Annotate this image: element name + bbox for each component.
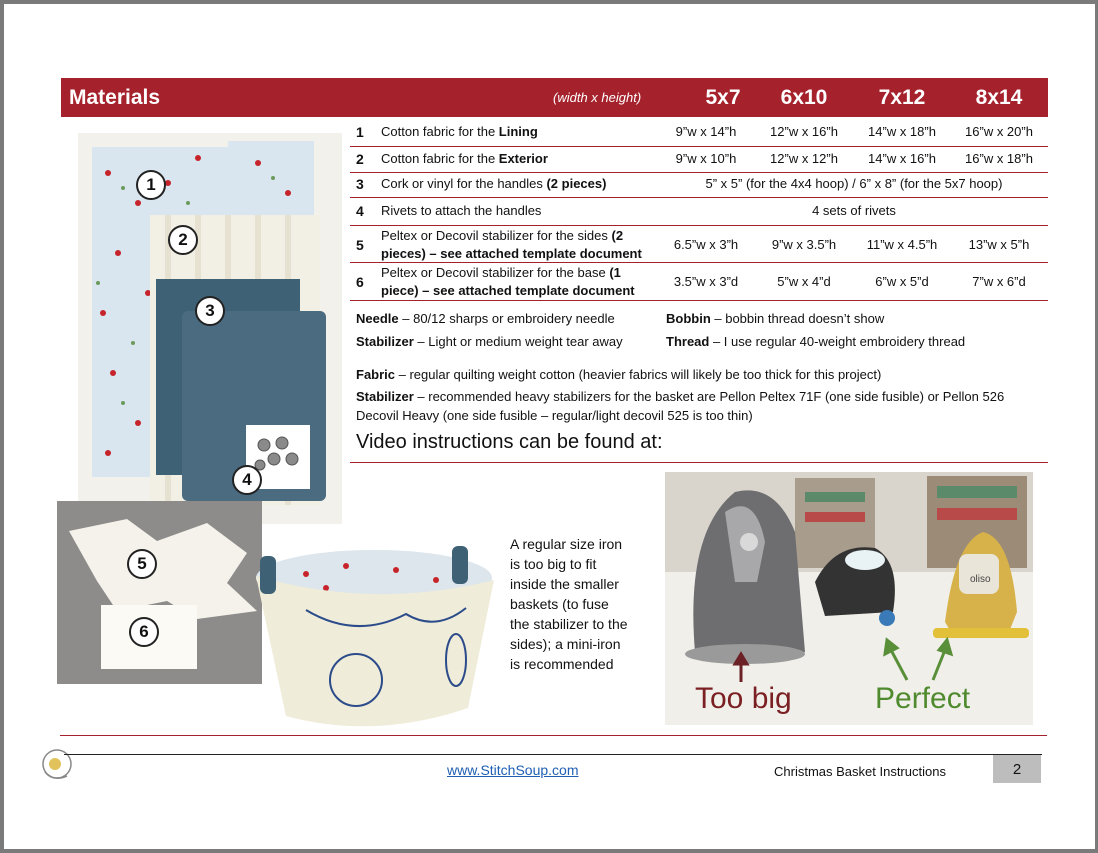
row-divider — [350, 197, 1048, 198]
stabilizer-note: Stabilizer – Light or medium weight tear away — [356, 334, 623, 349]
row-number: 4 — [356, 203, 364, 219]
size-col-8x14: 8x14 — [975, 86, 1023, 109]
row-number: 2 — [356, 151, 364, 167]
row-number: 3 — [356, 176, 364, 192]
cell-7x12: 6”w x 5”d — [875, 274, 929, 289]
cell-8x14: 16”w x 18”h — [965, 151, 1033, 166]
row-divider — [350, 146, 1048, 147]
footer-line — [64, 754, 1042, 755]
row-divider — [350, 300, 1048, 301]
video-heading: Video instructions can be found at: — [356, 431, 663, 453]
header-subtitle: (width x height) — [553, 90, 642, 105]
cell-6x10: 5”w x 4”d — [777, 274, 831, 289]
heavy-stabilizer-note: Stabilizer – recommended heavy stabilizers for the basket are Pellon Peltex 71F (one side fusible) or Pellon 526 Decovil Heavy (one side fusible – regular/light decovil 525 is too thin) — [356, 389, 1005, 423]
row-description: Peltex or Decovil stabilizer for the sides (2 pieces) – see attached template document — [381, 228, 642, 261]
stitchsoup-logo — [37, 742, 81, 786]
row-number: 6 — [356, 274, 364, 290]
size-col-5x7: 5x7 — [705, 86, 741, 109]
cell-7x12: 11”w x 4.5”h — [866, 237, 938, 252]
section-divider — [350, 462, 1048, 463]
size-col-7x12: 7x12 — [878, 86, 926, 109]
row-number: 5 — [356, 237, 364, 253]
callout-badge-6: 6 — [129, 617, 159, 647]
cell-6x10: 12”w x 12”h — [770, 151, 838, 166]
document-title: Christmas Basket Instructions — [774, 764, 946, 779]
cell-7x12: 14”w x 16”h — [868, 151, 936, 166]
row-description: Peltex or Decovil stabilizer for the base (1 piece) – see attached template document — [381, 265, 635, 298]
needle-note: Needle – 80/12 sharps or embroidery needle — [356, 311, 615, 326]
row-description: Cotton fabric for the Lining — [381, 124, 538, 139]
callout-badge-5: 5 — [127, 549, 157, 579]
label-perfect: Perfect — [875, 682, 971, 715]
materials-header — [61, 78, 1048, 117]
cell-5x7: 9”w x 14”h — [675, 124, 737, 139]
cell-8x14: 13”w x 5”h — [968, 237, 1030, 252]
page-number: 2 — [993, 755, 1041, 783]
callout-badge-3: 3 — [195, 296, 225, 326]
iron-note: A regular size iron is too big to fit inside the smaller baskets (to fuse the stabilizer to the sides); a mini-iron is recommended — [510, 536, 628, 672]
cell-8x14: 7”w x 6”d — [972, 274, 1026, 289]
cell-8x14: 16”w x 20”h — [965, 124, 1033, 139]
callout-badge-1: 1 — [136, 170, 166, 200]
row-description: Cork or vinyl for the handles (2 pieces) — [381, 176, 607, 191]
callout-badge-4: 4 — [232, 465, 262, 495]
bobbin-note: Bobbin – bobbin thread doesn’t show — [666, 311, 885, 326]
row-number: 1 — [356, 124, 364, 140]
size-col-6x10: 6x10 — [780, 86, 828, 109]
cell-7x12: 14”w x 18”h — [868, 124, 936, 139]
bottom-divider — [60, 735, 1047, 736]
row-divider — [350, 262, 1048, 263]
basket-photo — [246, 540, 502, 736]
cell-6x10: 9”w x 3.5”h — [771, 237, 837, 252]
logo-art — [37, 742, 81, 786]
cell-5x7: 3.5”w x 3”d — [673, 274, 739, 289]
irons-photo — [665, 472, 1033, 725]
row-description: Rivets to attach the handles — [381, 203, 542, 218]
row-divider — [350, 172, 1048, 173]
cell-6x10: 12”w x 16”h — [770, 124, 838, 139]
label-too-big: Too big — [695, 682, 792, 715]
callout-badge-2: 2 — [168, 225, 198, 255]
cell-5x7: 6.5”w x 3”h — [673, 237, 739, 252]
cell-span: 4 sets of rivets — [812, 203, 896, 218]
iron-brand-logo: oliso — [970, 574, 991, 585]
thread-note: Thread – I use regular 40-weight embroidery thread — [666, 334, 966, 349]
cell-span: 5” x 5” (for the 4x4 hoop) / 6” x 8” (for the 5x7 hoop) — [705, 176, 1003, 191]
templates-photo-art — [57, 501, 262, 684]
materials-photo — [78, 133, 342, 524]
row-description: Cotton fabric for the Exterior — [381, 151, 548, 166]
templates-photo — [57, 501, 262, 684]
row-divider — [350, 225, 1048, 226]
header-title: Materials — [69, 86, 161, 109]
materials-photo-art — [78, 133, 342, 524]
cell-5x7: 9”w x 10”h — [675, 151, 737, 166]
fabric-note: Fabric – regular quilting weight cotton (heavier fabrics will likely be too thick for this project) — [356, 367, 882, 382]
basket-photo-art — [246, 540, 502, 736]
website-link[interactable]: www.StitchSoup.com — [447, 762, 579, 778]
